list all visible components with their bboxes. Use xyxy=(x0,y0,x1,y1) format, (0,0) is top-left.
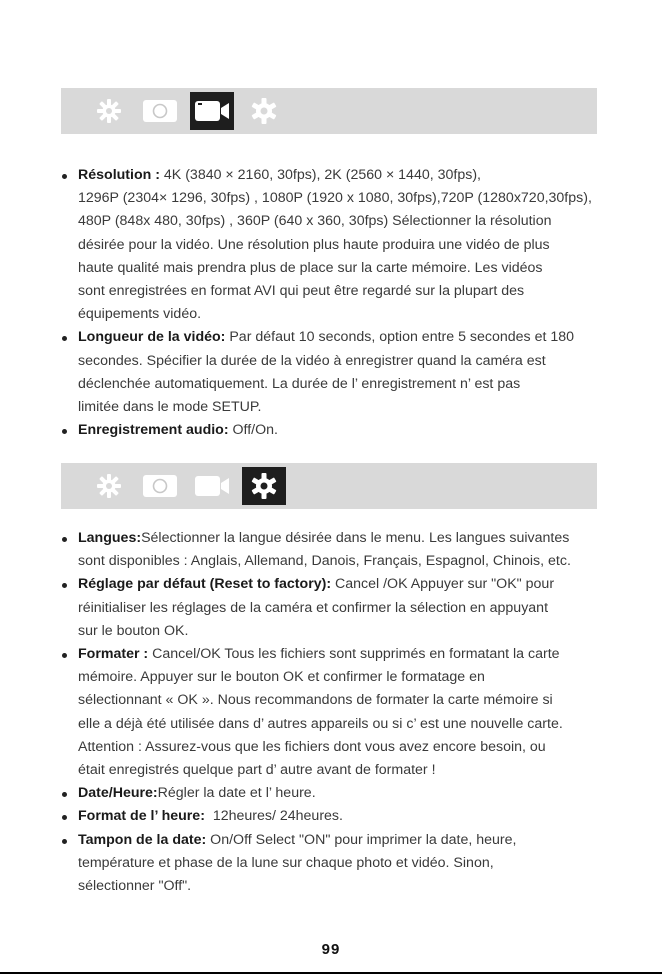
setting-term: Réglage par défaut (Reset to factory): xyxy=(78,576,332,593)
text-line xyxy=(78,164,630,187)
video-mode-icon xyxy=(193,473,231,499)
setting-description: sélectionnant « OK ». Nous recommandons de formater la carte mémoire si xyxy=(78,692,553,709)
text-line xyxy=(78,759,630,782)
text-line xyxy=(78,257,630,280)
mode-tab-bar-video xyxy=(61,88,597,134)
setting-term: Date/Heure: xyxy=(78,785,158,802)
text-line xyxy=(78,280,630,303)
list-item xyxy=(60,527,630,573)
settings-mode-icon xyxy=(94,471,124,501)
tab-photo-mode[interactable] xyxy=(138,92,182,130)
text-line xyxy=(78,326,630,349)
tab-setup[interactable] xyxy=(242,92,286,130)
setting-description: Off/On. xyxy=(228,422,278,439)
setting-description: Sélectionner la langue désirée dans le menu. Les langues suivantes xyxy=(141,530,570,546)
video-mode-icon xyxy=(193,98,231,124)
list-item xyxy=(60,829,630,899)
setting-term: Longueur de la vidéo: xyxy=(78,329,226,346)
text-line xyxy=(78,782,630,805)
tab-video-mode[interactable] xyxy=(190,467,234,505)
text-line xyxy=(78,527,630,550)
setting-description: mémoire. Appuyer sur le bouton OK et confirmer le formatage en xyxy=(78,669,485,686)
list-item xyxy=(60,573,630,643)
text-line xyxy=(78,350,630,373)
text-line xyxy=(78,875,630,898)
video-settings-list xyxy=(60,164,630,442)
text-line xyxy=(78,852,630,875)
text-line xyxy=(78,210,630,233)
setting-description: température et phase de la lune sur chaque photo et vidéo. Sinon, xyxy=(78,854,494,871)
text-line xyxy=(78,303,630,326)
settings-mode-icon xyxy=(94,96,124,126)
tab-settings-mode[interactable] xyxy=(87,467,131,505)
setting-description: sont enregistrées en format AVI qui peut être regardé sur la plupart des xyxy=(78,283,525,300)
text-line xyxy=(78,805,630,828)
setting-term: Enregistrement audio: xyxy=(78,422,229,439)
setting-description: secondes. Spécifier la durée de la vidéo à enregistrer quand la caméra est xyxy=(78,352,546,369)
setting-description: Régler la date et l’ heure. xyxy=(157,785,316,802)
tab-photo-mode[interactable] xyxy=(138,467,182,505)
setting-description: déclenchée automatiquement. La durée de l’ enregistrement n’ est pas xyxy=(78,375,521,392)
bottom-rule xyxy=(0,972,662,974)
setting-description: elle a déjà été utilisée dans d’ autres appareils ou si c’ est une nouvelle carte. xyxy=(78,715,563,732)
setting-description: désirée pour la vidéo. Une résolution plus haute produira une vidéo de plus xyxy=(78,236,550,253)
setting-term: Résolution : xyxy=(78,167,160,183)
setting-description: limitée dans le mode SETUP. xyxy=(78,399,262,416)
page-number: 99 xyxy=(321,941,341,958)
text-line xyxy=(78,689,630,712)
text-line xyxy=(78,234,630,257)
setting-description: 1296P (2304× 1296, 30fps) , 1080P (1920 x 1080, 30fps),720P (1280x720,30fps), xyxy=(78,190,592,207)
list-item xyxy=(60,326,630,419)
tab-video-mode[interactable] xyxy=(190,92,234,130)
list-item xyxy=(60,805,630,828)
text-line xyxy=(78,829,630,852)
setup-gear-icon xyxy=(249,96,279,126)
text-line xyxy=(78,620,630,643)
list-item xyxy=(60,782,630,805)
list-item xyxy=(60,643,630,782)
setting-description: 4K (3840 × 2160, 30fps), 2K (2560 × 1440, 30fps), xyxy=(159,167,481,183)
text-line xyxy=(78,643,630,666)
list-item xyxy=(60,164,630,326)
setting-description: haute qualité mais prendra plus de place sur la carte mémoire. Les vidéos xyxy=(78,259,543,276)
text-line xyxy=(78,713,630,736)
photo-mode-icon xyxy=(142,473,178,499)
setting-term: Tampon de la date: xyxy=(78,831,207,848)
text-line xyxy=(78,573,630,596)
setup-gear-icon xyxy=(249,471,279,501)
setting-description: 480P (848x 480, 30fps) , 360P (640 x 360, 30fps) Sélectionner la résolution xyxy=(78,213,552,230)
text-line xyxy=(78,396,630,419)
text-line xyxy=(78,550,630,573)
setting-description: équipements vidéo. xyxy=(78,306,202,323)
setup-settings-list xyxy=(60,527,630,898)
setting-term: Langues: xyxy=(78,530,142,546)
setting-description: Cancel/OK Tous les fichiers sont supprimés en formatant la carte xyxy=(148,646,560,663)
photo-mode-icon xyxy=(142,98,178,124)
setting-description: Attention : Assurez-vous que les fichiers dont vous avez encore besoin, ou xyxy=(78,738,546,755)
setting-term: Format de l’ heure: xyxy=(78,808,205,825)
text-line xyxy=(78,419,630,442)
setting-description: 12heures/ 24heures. xyxy=(204,808,343,825)
setting-description: Cancel /OK Appuyer sur "OK" pour xyxy=(331,576,555,593)
setting-description: sélectionner "Off". xyxy=(78,878,192,895)
text-line xyxy=(78,187,630,210)
tab-settings-mode[interactable] xyxy=(87,92,131,130)
text-line xyxy=(78,597,630,620)
setting-description: sont disponibles : Anglais, Allemand, Danois, Français, Espagnol, Chinois, etc. xyxy=(78,553,571,570)
setting-description: réinitialiser les réglages de la caméra et confirmer la sélection en appuyant xyxy=(78,599,549,616)
list-item xyxy=(60,419,630,442)
mode-tab-bar-setup xyxy=(61,463,597,509)
tab-setup[interactable] xyxy=(242,467,286,505)
text-line xyxy=(78,736,630,759)
text-line xyxy=(78,373,630,396)
setting-description: était enregistrés quelque part d’ autre avant de formater ! xyxy=(78,762,436,779)
text-line xyxy=(78,666,630,689)
setting-description: On/Off Select "ON" pour imprimer la date, heure, xyxy=(206,831,517,848)
setting-description: Par défaut 10 seconds, option entre 5 secondes et 180 xyxy=(225,329,575,346)
setting-description: sur le bouton OK. xyxy=(78,622,189,639)
setting-term: Formater : xyxy=(78,646,149,663)
